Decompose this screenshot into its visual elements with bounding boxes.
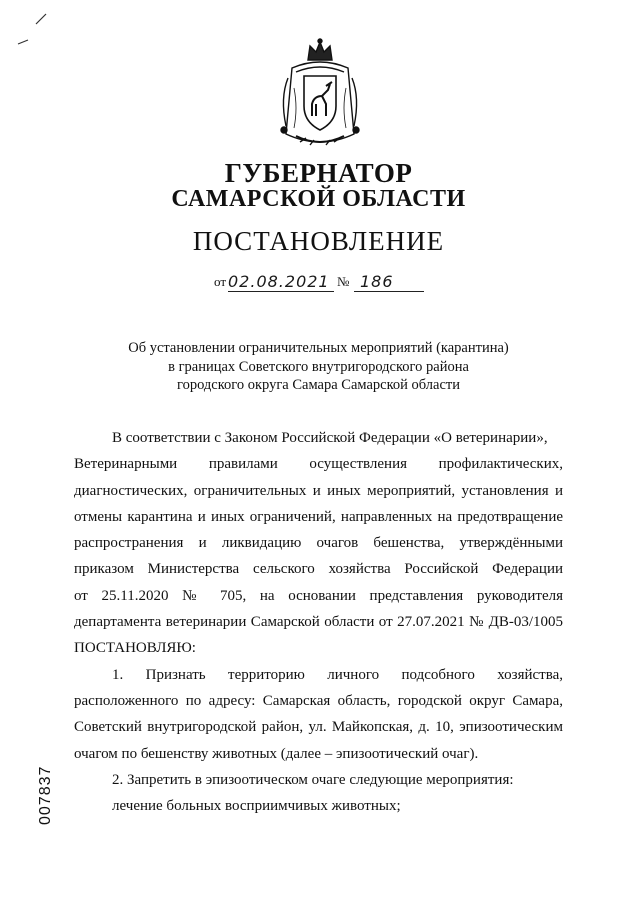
handwritten-number: 186 xyxy=(360,272,394,291)
body-line: отмены карантина и иных ограничений, направленных на предотвращение xyxy=(74,508,563,525)
body-line: В соответствии с Законом Российской Федерации «О ветеринарии», xyxy=(112,430,548,446)
body-line: от 25.11.2020 № 705, на основании представления руководителя xyxy=(74,587,563,604)
date-prefix: от xyxy=(214,274,227,289)
date-underline xyxy=(228,291,334,292)
body-line: распространения и ликвидацию очагов бешенства, утверждёнными xyxy=(74,535,563,552)
subject-line: в границах Советского внутригородского района xyxy=(168,358,469,375)
document-subject xyxy=(0,339,637,395)
body-line: 1. Признать территорию личного подсобного хозяйства, xyxy=(112,666,563,683)
issuer-region: САМАРСКОЙ ОБЛАСТИ xyxy=(171,186,466,212)
body-line: лечение больных восприимчивых животных; xyxy=(112,798,401,815)
body-line: 2. Запретить в эпизоотическом очаге следующие мероприятия: xyxy=(112,771,514,788)
document-type: ПОСТАНОВЛЕНИЕ xyxy=(192,226,445,256)
body-line: ПОСТАНОВЛЯЮ: xyxy=(74,640,196,657)
date-number-line xyxy=(214,270,434,292)
body-line: Ветеринарными правилами осуществления профилактических, xyxy=(74,456,563,473)
number-prefix: № xyxy=(337,274,350,289)
subject-line: Об установлении ограничительных мероприятий (карантина) xyxy=(128,340,509,356)
scan-mark-icon xyxy=(34,12,48,26)
subject-line: городского округа Самара Самарской области xyxy=(176,377,460,393)
issuer-title: ГУБЕРНАТОР xyxy=(224,158,413,188)
body-line: очагом по бешенству животных (далее – эпизоотический очаг). xyxy=(74,745,479,762)
number-underline xyxy=(354,291,424,292)
registration-number: 007837 xyxy=(37,765,54,825)
body-line: расположенного по адресу: Самарская область, городской округ Самара, xyxy=(74,692,563,709)
handwritten-date: 02.08.2021 xyxy=(228,272,330,291)
document-body xyxy=(74,425,563,819)
body-line: департамента ветеринарии Самарской области от 27.07.2021 № ДВ-03/1005 xyxy=(74,614,563,631)
body-line: Советский внутригородской район, ул. Майкопская, д. 10, эпизоотическим xyxy=(74,719,563,736)
samara-coat-of-arms-icon xyxy=(270,38,370,158)
scan-mark-icon xyxy=(16,36,30,48)
body-line: приказом Министерства сельского хозяйства Российской Федерации xyxy=(74,561,563,578)
body-line: диагностических, ограничительных и иных мероприятий, установления и xyxy=(74,482,563,499)
